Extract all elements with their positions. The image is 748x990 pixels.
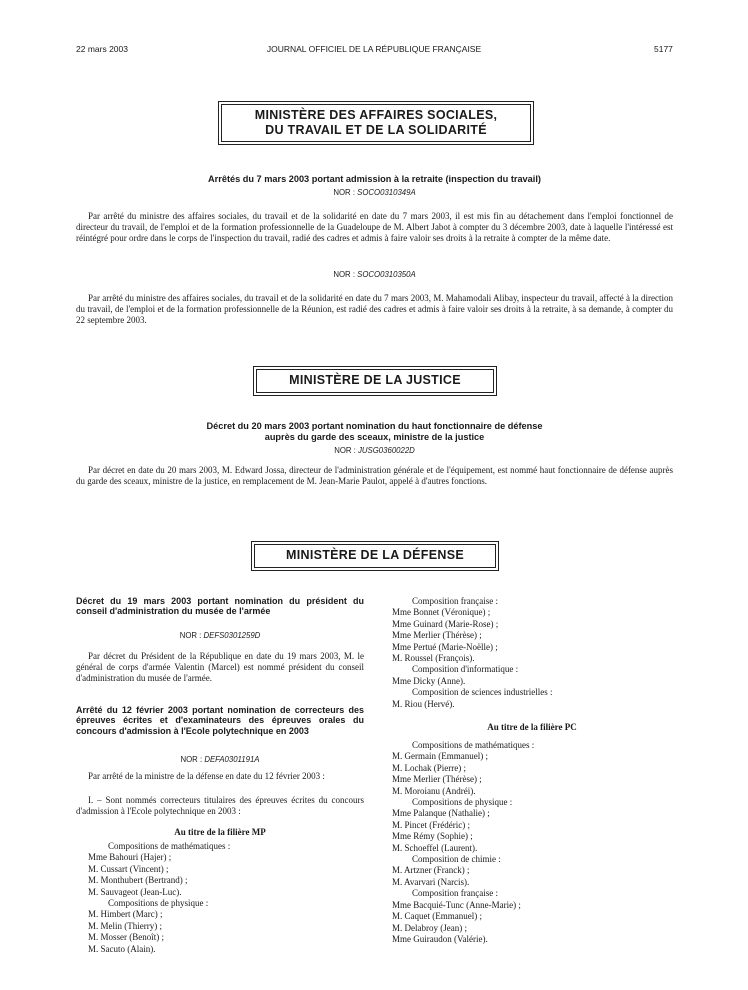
justice-paragraph: Par décret en date du 20 mars 2003, M. Edward Jossa, directeur de l'administration générale et de l'équipement, est nommé haut fonctionnaire de défense auprès du garde des sceaux, ministre de la justice, en remplacement de M. Jean-Marie Paulot, appelé à d'autres fonctions.: [76, 465, 673, 487]
list-subheading: Compositions de mathématiques :: [108, 841, 231, 851]
list-item: M. Cussart (Vincent) ;: [88, 863, 169, 874]
list-item: Mme Bonnet (Véronique) ;: [392, 607, 491, 618]
list-subheading: Composition de chimie :: [412, 854, 501, 865]
ministry-social-heading-box: [218, 101, 534, 145]
ministry-social-heading-line1: MINISTÈRE DES AFFAIRES SOCIALES,: [254, 108, 498, 122]
ministry-social-heading-line2: DU TRAVAIL ET DE LA SOLIDARITÉ: [265, 122, 487, 137]
justice-nor: NOR : JUSG0360022D: [334, 446, 415, 455]
list-item: Mme Guinard (Marie-Rose) ;: [392, 618, 499, 629]
list-item: M. Moroianu (Andréi).: [392, 785, 476, 796]
pc-heading: Au titre de la filière PC: [487, 722, 577, 732]
list-item: Mme Rémy (Sophie) ;: [392, 831, 473, 842]
ministry-defense-heading: MINISTÈRE DE LA DÉFENSE: [254, 544, 496, 568]
mp-list: [88, 841, 364, 955]
header-journal-title: JOURNAL OFFICIEL DE LA RÉPUBLIQUE FRANÇAISE: [266, 44, 482, 54]
list-item: M. Roussel (François).: [392, 653, 475, 664]
social-paragraph-1: Par arrêté du ministre des affaires sociales, du travail et de la solidarité en date du 7 mars 2003, il est mis fin au détachement dans l'emploi fonctionnel de directeur du travail, de l'emploi et de la formation professionnelle de la Guadeloupe de M. Albert Jabot à compter du 3 décembre 2003, date à laquelle l'intéressé est réintégré pour ordre dans le corps de l'inspection du travail, radié des cadres et admis à faire valoir ses droits à la retraite à compter de la même date.: [76, 211, 673, 244]
list-item: M. Monthubert (Bertrand) ;: [88, 875, 188, 886]
defense-decree2-title: Arrêté du 12 février 2003 portant nomination de correcteurs des épreuves écrites et d'examinateurs des épreuves orales du concours d'admission à l'Ecole polytechnique en 2003: [76, 705, 364, 736]
list-item: Mme Palanque (Nathalie) ;: [392, 808, 490, 819]
list-item: M. Schoeffel (Laurent).: [392, 842, 478, 853]
defense-decree2-paragraph-1: Par arrêté de la ministre de la défense en date du 12 février 2003 :: [88, 771, 325, 781]
mp-list-continued: [392, 596, 672, 710]
social-nor-2: NOR : SOCO0310350A: [333, 270, 416, 279]
defense-decree2-paragraph-2: I. – Sont nommés correcteurs titulaires des épreuves écrites du concours d'admission à l'Ecole polytechnique en 2003 :: [76, 795, 364, 817]
list-item: M. Sacuto (Alain).: [88, 943, 156, 954]
defense-decree1-paragraph: Par décret du Président de la République en date du 19 mars 2003, M. le général de corps d'armée Valentin (Marcel) est nommé président du conseil d'administration du musée de l'armée.: [76, 651, 364, 684]
social-decree-title: Arrêtés du 7 mars 2003 portant admission à la retraite (inspection du travail): [208, 174, 541, 184]
list-item: M. Avarvari (Narcis).: [392, 876, 470, 887]
social-paragraph-2: Par arrêté du ministre des affaires sociales, du travail et de la solidarité en date du 7 mars 2003, M. Mahamodali Alibay, inspecteur du travail, affecté à la direction du travail, de l'emploi et de la formation professionnelle de la Réunion, est radié des cadres et admis à faire valoir ses droits à la retraite, à sa demande, à compter du 22 septembre 2003.: [76, 293, 673, 326]
list-subheading: Composition française :: [412, 888, 498, 899]
list-subheading: Compositions de physique :: [108, 898, 209, 909]
list-item: M. Melin (Thierry) ;: [88, 920, 162, 931]
list-subheading: Compositions de mathématiques :: [412, 740, 535, 750]
list-item: Mme Dicky (Anne).: [392, 675, 466, 686]
list-item: M. Sauvageot (Jean-Luc).: [88, 886, 182, 897]
list-item: M. Lochak (Pierre) ;: [392, 762, 466, 773]
header-page-number: 5177: [654, 44, 673, 54]
list-item: M. Germain (Emmanuel) ;: [392, 751, 488, 762]
defense-decree1-nor: NOR : DEFS0301259D: [179, 631, 261, 640]
list-item: Mme Merlier (Thérèse) ;: [392, 630, 482, 641]
ministry-defense-heading-box: [251, 541, 499, 571]
list-item: M. Himbert (Marc) ;: [88, 909, 163, 920]
list-item: M. Delabroy (Jean) ;: [392, 922, 467, 933]
header-date: 22 mars 2003: [76, 44, 128, 54]
ministry-justice-heading-box: [253, 366, 497, 396]
defense-decree2-nor: NOR : DEFA0301191A: [180, 755, 260, 764]
pc-list: [392, 740, 672, 945]
list-item: M. Artzner (Franck) ;: [392, 865, 470, 876]
list-item: Mme Bacquié-Tunc (Anne-Marie) ;: [392, 899, 521, 910]
list-item: M. Pincet (Frédéric) ;: [392, 819, 470, 830]
ministry-justice-heading: MINISTÈRE DE LA JUSTICE: [256, 369, 494, 393]
social-nor-1: NOR : SOCO0310349A: [333, 188, 416, 197]
list-item: M. Mosser (Benoît) ;: [88, 932, 164, 943]
list-item: Mme Pertué (Marie-Noëlle) ;: [392, 641, 498, 652]
list-item: M. Caquet (Emmanuel) ;: [392, 911, 482, 922]
list-subheading: Compositions de physique :: [412, 797, 513, 808]
justice-decree-title: Décret du 20 mars 2003 portant nomination du haut fonctionnaire de défense auprès du garde des sceaux, ministre de la justice: [206, 421, 543, 442]
list-item: M. Riou (Hervé).: [392, 698, 455, 709]
list-item: Mme Merlier (Thérèse) ;: [392, 774, 482, 785]
list-subheading: Composition française :: [412, 596, 498, 606]
list-item: Mme Guiraudon (Valérie).: [392, 933, 488, 944]
list-subheading: Composition d'informatique :: [412, 664, 519, 675]
list-subheading: Composition de sciences industrielles :: [412, 687, 553, 698]
defense-decree1-title: Décret du 19 mars 2003 portant nomination du président du conseil d'administration du musée de l'armée: [76, 596, 364, 617]
list-item: Mme Bahouri (Hajer) ;: [88, 852, 172, 863]
mp-heading: Au titre de la filière MP: [174, 827, 266, 837]
